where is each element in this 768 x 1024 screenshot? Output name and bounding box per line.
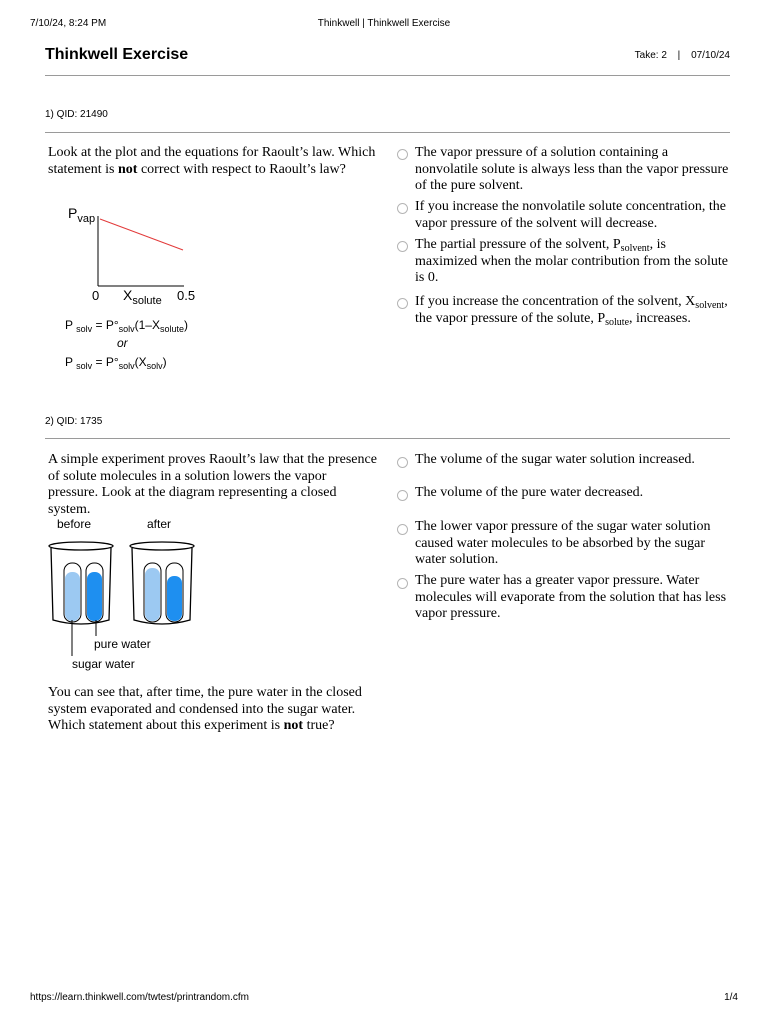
q1-option-b-radio[interactable] xyxy=(397,203,408,214)
q1-prompt-emphasis: not xyxy=(118,161,138,177)
take-label: Take: 2 xyxy=(634,50,667,61)
pure-water-before xyxy=(87,572,102,621)
q2-follow-emphasis: not xyxy=(283,718,304,733)
q2-follow-up: You can see that, after time, the pure water in the closed system evaporated and condensed into the sugar water. Which statement about this experiment is not true? xyxy=(48,685,362,733)
plot-vapor-pressure-line xyxy=(100,219,183,250)
plot-x-max: 0.5 xyxy=(177,288,196,303)
q1-option-a: The vapor pressure of a solution containing a nonvolatile solute is always less than the vapor pressure of the pure solvent. xyxy=(415,145,729,193)
q2-divider xyxy=(45,438,730,439)
q2-option-d-radio[interactable] xyxy=(397,578,408,589)
q1-option-d: If you increase the concentration of the solvent, $X_{solvent}$, the vapor pressure of the solute, $P_{solute}$, increases. xyxy=(415,294,728,328)
q2-option-a-radio[interactable] xyxy=(397,457,408,468)
header-divider xyxy=(45,75,730,76)
pure-water-after xyxy=(167,576,182,621)
q2-option-c: The lower vapor pressure of the sugar water solution caused water molecules to be absorbed by the sugar water solution. xyxy=(415,519,711,567)
svg-text:P solv = P°solv(1–Xsolute): P $_{solv} = P^\circ_{solv}(1-X_{solute})$ xyxy=(65,318,189,334)
q2-option-a: The volume of the sugar water solution increased. xyxy=(415,452,695,467)
take-date: 07/10/24 xyxy=(691,50,730,61)
q2-option-d: The pure water has a greater vapor pressure. Water molecules will evaporate from the solution that has less vapor pressure. xyxy=(415,573,727,621)
print-datetime: 7/10/24, 8:24 PM xyxy=(30,18,107,29)
diagram-before-label: before xyxy=(57,517,92,531)
plot-x-min: 0 xyxy=(92,288,100,303)
q1-option-b: If you increase the nonvolatile solute concentration, the vapor pressure of the solvent will decrease. xyxy=(415,199,727,231)
plot-y-label: $P_{vap}$ xyxy=(68,205,96,225)
print-page-number: 1/4 xyxy=(724,992,738,1003)
take-separator: | xyxy=(677,50,681,61)
print-url: https://learn.thinkwell.com/twtest/printrandom.cfm xyxy=(30,992,249,1003)
exercise-take-info xyxy=(635,50,730,61)
q1-option-a-radio[interactable] xyxy=(397,149,408,160)
svg-text:P solv = P°solv(Xsolv): P $_{solv} = P^\circ_{solv}(X_{solv})$ xyxy=(65,355,167,371)
diagram-sugar-water-label: sugar water xyxy=(72,657,135,671)
equation-or: or xyxy=(117,336,128,350)
q1-prompt: Look at the plot and the equations for Raoult’s law. Which statement is not correct with respect to Raoult’s law? xyxy=(48,145,376,177)
raoult-law-figure xyxy=(60,200,220,380)
q1-qid: 1) QID: 21490 xyxy=(45,109,108,120)
q2-prompt: A simple experiment proves Raoult’s law that the presence of solute molecules in a solution lowers the vapor pressure. Look at the diagram representing a closed system. xyxy=(48,452,377,517)
q2-qid: 2) QID: 1735 xyxy=(45,416,103,427)
vapor-pressure-experiment-diagram xyxy=(44,512,214,674)
raoult-equation-2 xyxy=(65,355,167,371)
diagram-pure-water-label: pure water xyxy=(94,637,151,651)
q1-option-c: The partial pressure of the solvent, $P_{solvent}$, is maximized when the molar contribution from the solute is 0. xyxy=(415,237,728,285)
q2-option-b-radio[interactable] xyxy=(397,490,408,501)
raoult-equation-1 xyxy=(65,318,188,334)
exercise-title: Thinkwell Exercise xyxy=(45,46,189,63)
q2-option-b: The volume of the pure water decreased. xyxy=(415,485,644,500)
q2-option-c-radio[interactable] xyxy=(397,524,408,535)
q1-option-d-radio[interactable] xyxy=(397,298,408,309)
sugar-water-before xyxy=(65,572,80,621)
beaker-before xyxy=(49,542,113,624)
beaker-after xyxy=(130,542,194,624)
print-page-title: Thinkwell | Thinkwell Exercise xyxy=(317,18,451,29)
sugar-water-after xyxy=(145,568,160,621)
q1-divider xyxy=(45,132,730,133)
q1-option-c-radio[interactable] xyxy=(397,241,408,252)
diagram-after-label: after xyxy=(147,517,172,531)
plot-x-label: $X_{solute}$ xyxy=(123,287,162,307)
